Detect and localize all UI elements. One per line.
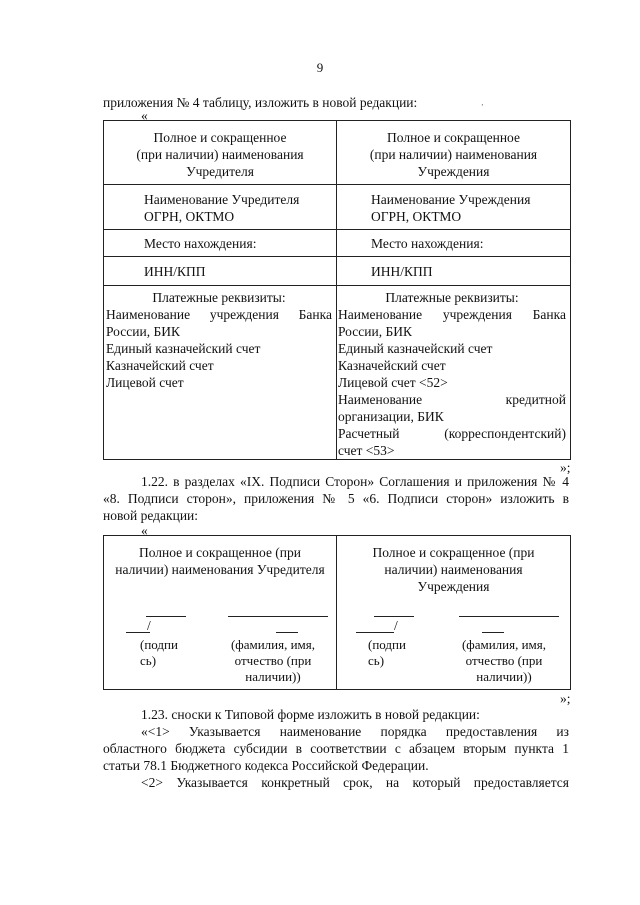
page-number: 9 — [316, 60, 324, 75]
cell-line: России, БИК — [338, 324, 412, 339]
cell-line: организации, БИК — [338, 409, 444, 424]
label-line: (подпи — [140, 637, 178, 652]
institution-sign-label — [368, 637, 406, 669]
founder-name-cell — [144, 191, 299, 225]
table-row-divider — [104, 256, 570, 257]
label-line: отчество (при — [465, 653, 543, 668]
institution-location: Место нахождения: — [371, 236, 484, 251]
founder-sign-label — [140, 637, 178, 669]
founder-header — [104, 129, 336, 180]
cell-line: Казначейский счет — [106, 358, 214, 373]
cell-line: Наименование Учредителя — [144, 192, 300, 207]
cell-line: Лицевой счет <52> — [338, 375, 448, 390]
paragraph-1-22 — [103, 473, 569, 524]
header-line: Полное и сокращенное (при — [138, 545, 302, 560]
header-line: Учреждения — [417, 579, 490, 594]
footnote-1 — [103, 723, 569, 774]
founder-inn: ИНН/КПП — [144, 264, 206, 279]
label-line: наличии)) — [476, 669, 532, 684]
institution-inn: ИНН/КПП — [371, 264, 433, 279]
cell-line: Лицевой счет — [106, 375, 184, 390]
label-line: (подпи — [368, 637, 406, 652]
header-line: Учреждения — [417, 164, 490, 179]
paragraph-line: «8. Подписи сторон», приложения № 5 «6. Подписи сторон» изложить в — [103, 491, 569, 506]
footnote-line: областного бюджета субсидии в соответствии с абзацем вторым пункта 1 — [103, 741, 569, 756]
payment-title: Платежные реквизиты: — [152, 290, 286, 305]
header-line: Полное и сокращенное — [153, 130, 287, 145]
label-line: сь) — [140, 653, 157, 668]
founder-name-line — [228, 616, 328, 617]
founder-signature-header — [104, 544, 336, 578]
cell-line: Расчетный (корреспондентский) — [338, 426, 566, 441]
paragraph-1-23: 1.23. сноски к Типовой форме изложить в новой редакции: — [141, 707, 480, 722]
founder-signature-underline — [126, 632, 150, 633]
paragraph-line: новой редакции: — [103, 508, 199, 523]
founder-signature-line — [146, 616, 186, 617]
open-quote-1: « — [141, 108, 148, 123]
cell-line: ОГРН, ОКТМО — [144, 209, 235, 224]
table-row-divider — [104, 184, 570, 185]
cell-line: Наименование учреждения Банка — [338, 307, 566, 322]
cell-line: России, БИК — [106, 324, 180, 339]
footnote-line: «<1> Указывается наименование порядка предоставления из — [141, 724, 569, 739]
cell-line: ОГРН, ОКТМО — [371, 209, 462, 224]
institution-name-line — [459, 616, 559, 617]
founder-name-underline — [276, 632, 298, 633]
institution-name-cell — [371, 191, 530, 225]
cell-line: Единый казначейский счет — [106, 341, 261, 356]
header-line: (при наличии) наименования — [136, 147, 304, 162]
header-line: наличии) наименования Учредителя — [115, 562, 325, 577]
header-line: Учредителя — [186, 164, 254, 179]
institution-payment-cell — [338, 289, 566, 459]
founder-signature-slash: / — [147, 618, 151, 633]
label-line: сь) — [368, 653, 385, 668]
requisites-table — [103, 120, 571, 460]
institution-name-underline — [482, 632, 504, 633]
payment-title: Платежные реквизиты: — [385, 290, 519, 305]
close-quote-1: »; — [560, 460, 571, 475]
cell-line: Казначейский счет — [338, 358, 446, 373]
label-line: (фамилия, имя, — [230, 637, 316, 652]
header-line: (при наличии) наименования — [369, 147, 538, 162]
footnote-line: <2> Указывается конкретный срок, на который предоставляется — [141, 775, 569, 790]
header-line: Полное и сокращенное — [387, 130, 520, 145]
institution-signature-underline — [356, 632, 394, 633]
table-row-divider — [104, 229, 570, 230]
institution-fio-label — [444, 637, 564, 685]
header-line: Полное и сокращенное (при — [372, 545, 535, 560]
label-line: наличии)) — [245, 669, 301, 684]
intro-line: приложения № 4 таблицу, изложить в новой редакции: — [103, 95, 418, 110]
footnote-2 — [103, 774, 569, 791]
open-quote-2: « — [141, 523, 148, 538]
header-line: наличии) наименования — [384, 562, 523, 577]
table-row-divider — [104, 285, 570, 286]
founder-location: Место нахождения: — [144, 236, 257, 251]
institution-header — [337, 129, 570, 180]
cell-line: Наименование учреждения Банка — [106, 307, 332, 322]
signatures-table — [103, 535, 571, 690]
scan-mark: ‚ — [481, 98, 484, 107]
institution-signature-slash: / — [394, 618, 398, 633]
cell-line: Единый казначейский счет — [338, 341, 493, 356]
label-line: (фамилия, имя, — [461, 637, 547, 652]
cell-line: счет <53> — [338, 443, 395, 458]
founder-payment-cell — [106, 289, 332, 391]
cell-line: Наименование кредитной — [338, 392, 566, 407]
paragraph-line: 1.22. в разделах «IX. Подписи Сторон» Соглашения и приложения № 4 — [141, 474, 569, 489]
institution-signature-header — [337, 544, 570, 595]
close-quote-2: »; — [560, 691, 571, 706]
footnote-line: статьи 78.1 Бюджетного кодекса Российской Федерации. — [103, 758, 429, 773]
label-line: отчество (при — [234, 653, 312, 668]
founder-fio-label — [214, 637, 332, 685]
cell-line: Наименование Учреждения — [371, 192, 531, 207]
